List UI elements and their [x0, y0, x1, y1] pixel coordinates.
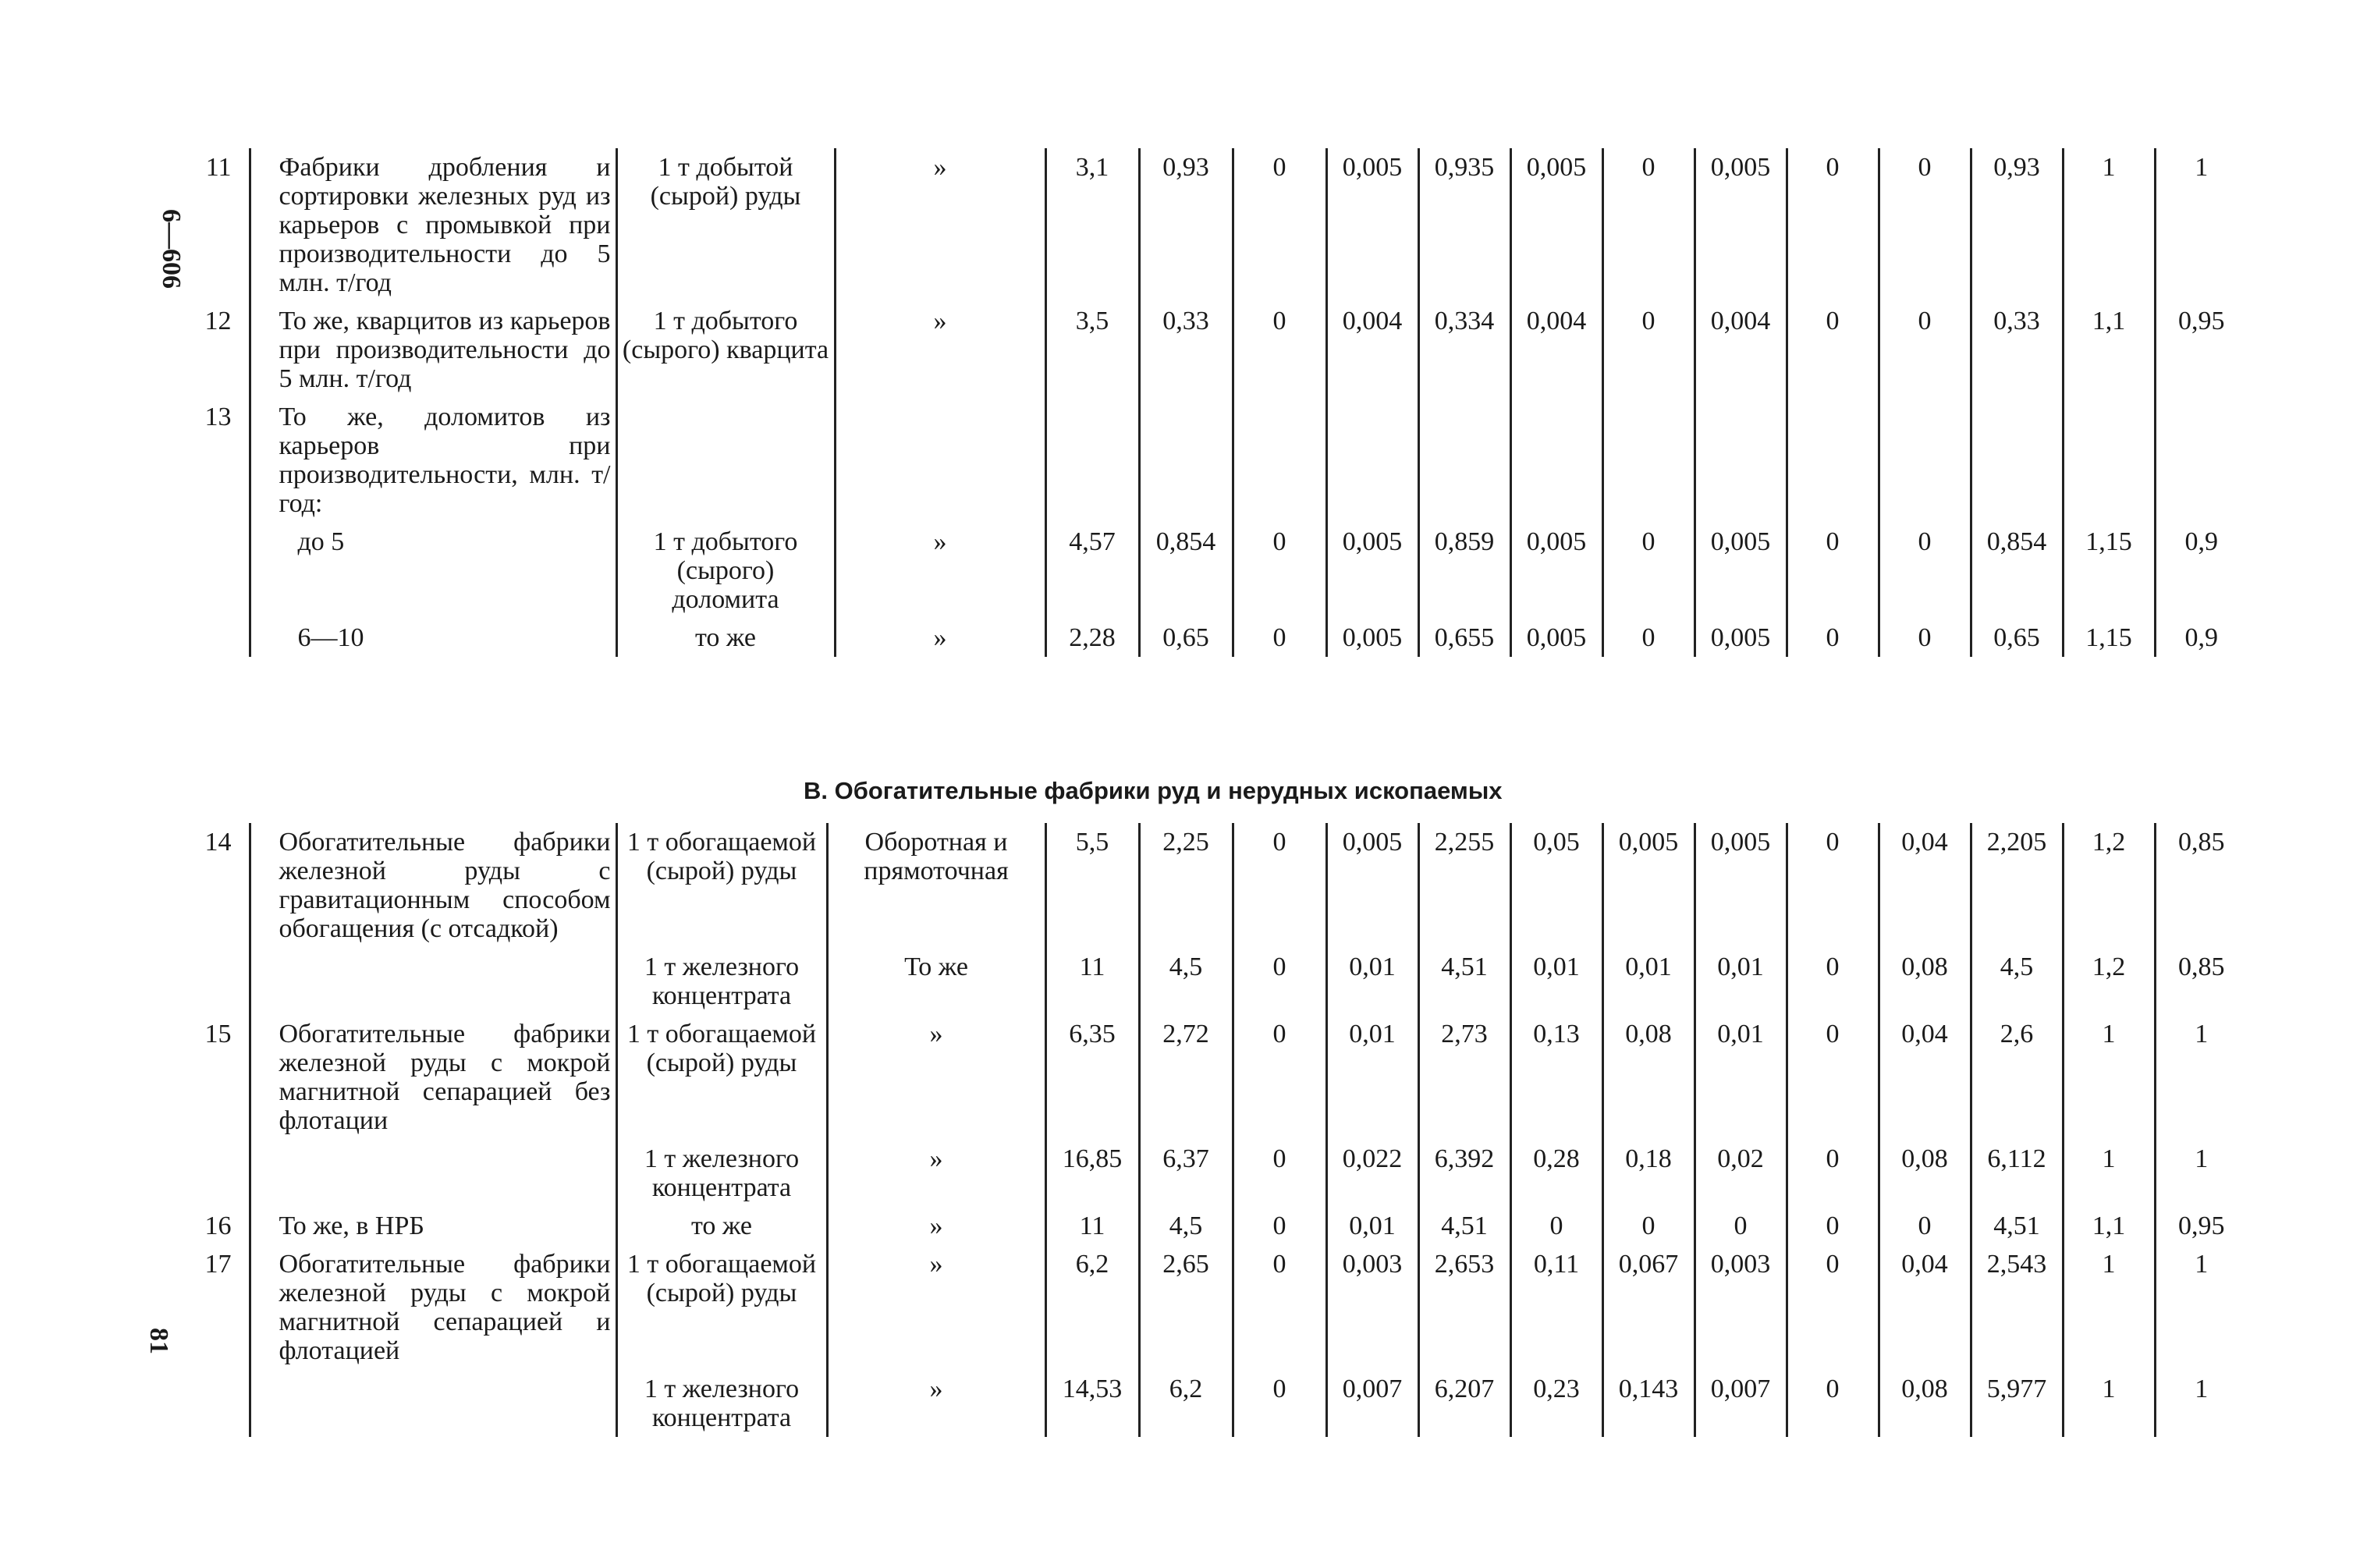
value-cell: 0,003 — [1326, 1245, 1418, 1370]
value-cell: 1 — [2063, 1370, 2155, 1437]
row-number: 14 — [204, 828, 232, 857]
value-cell — [1787, 398, 1879, 523]
value-cell — [1695, 398, 1787, 523]
value-cell: 0 — [1879, 302, 1971, 398]
value-cell: 6,207 — [1418, 1370, 1510, 1437]
value-cell: 5,5 — [1045, 823, 1139, 948]
row-description: То же, доломитов из карьеров при производительности, млн. т/год: — [250, 398, 616, 523]
value-cell: 6,392 — [1418, 1140, 1510, 1207]
row-number — [195, 1140, 250, 1207]
row-number — [195, 948, 250, 1015]
value-cell: 1,15 — [2063, 523, 2155, 619]
value-cell: 0 — [1879, 148, 1971, 302]
value-cell: 0,005 — [1510, 619, 1602, 657]
value-cell: 0,28 — [1510, 1140, 1602, 1207]
value-cell: 0,003 — [1695, 1245, 1787, 1370]
value-cell: 0 — [1233, 619, 1326, 657]
row-unit: то же — [616, 1207, 827, 1245]
value-cell: 0,01 — [1326, 1207, 1418, 1245]
value-cell: 4,5 — [1971, 948, 2063, 1015]
value-cell: 0,854 — [1139, 523, 1233, 619]
row-number: 13 — [204, 403, 232, 431]
value-cell — [1045, 398, 1139, 523]
table-row — [195, 523, 2247, 619]
row-number: 17 — [204, 1250, 232, 1279]
value-cell: 1 — [2155, 1370, 2247, 1437]
value-cell — [1418, 398, 1510, 523]
row-number: 16 — [204, 1211, 232, 1240]
value-cell: 0,01 — [1326, 1015, 1418, 1140]
value-cell: 2,25 — [1139, 823, 1233, 948]
value-cell: 0 — [1602, 1207, 1695, 1245]
value-cell: 0 — [1602, 148, 1695, 302]
value-cell: 16,85 — [1045, 1140, 1139, 1207]
value-cell: 6,37 — [1139, 1140, 1233, 1207]
row-water-supply: » — [827, 1140, 1045, 1207]
value-cell: 0 — [1787, 1140, 1879, 1207]
row-unit: 1 т добытой (сырой) руды — [616, 148, 835, 302]
value-cell: 1 — [2063, 148, 2155, 302]
value-cell: 1,2 — [2063, 948, 2155, 1015]
row-unit: 1 т железного концентрата — [616, 1370, 827, 1437]
value-cell: 1 — [2155, 1140, 2247, 1207]
row-water-supply: » — [835, 523, 1045, 619]
value-cell: 0,04 — [1879, 1015, 1971, 1140]
value-cell: 0 — [1787, 148, 1879, 302]
row-description: Фабрики дробления и сортировки железных руд из карьеров с промывкой при производительности до 5 млн. т/год — [250, 148, 616, 302]
table-b — [195, 823, 2247, 1437]
value-cell: 0,935 — [1418, 148, 1510, 302]
table-a-body — [195, 148, 2247, 657]
value-cell: 2,73 — [1418, 1015, 1510, 1140]
value-cell: 0 — [1233, 1140, 1326, 1207]
value-cell: 0 — [1233, 1207, 1326, 1245]
value-cell: 2,72 — [1139, 1015, 1233, 1140]
row-unit: то же — [616, 619, 835, 657]
value-cell: 0 — [1879, 523, 1971, 619]
value-cell: 0,005 — [1326, 148, 1418, 302]
value-cell: 0,08 — [1879, 1370, 1971, 1437]
value-cell: 0,005 — [1695, 823, 1787, 948]
value-cell: 0,08 — [1602, 1015, 1695, 1140]
value-cell: 0,334 — [1418, 302, 1510, 398]
value-cell: 0,005 — [1695, 523, 1787, 619]
table-a — [195, 148, 2247, 657]
value-cell: 0,005 — [1602, 823, 1695, 948]
value-cell: 0,95 — [2155, 302, 2247, 398]
value-cell: 2,6 — [1971, 1015, 2063, 1140]
value-cell: 0 — [1695, 1207, 1787, 1245]
value-cell: 0,005 — [1695, 619, 1787, 657]
value-cell: 0,01 — [1695, 948, 1787, 1015]
table-row — [195, 148, 2247, 302]
value-cell — [2063, 398, 2155, 523]
row-number — [195, 1370, 250, 1437]
row-water-supply: » — [827, 1245, 1045, 1370]
value-cell: 0,005 — [1695, 148, 1787, 302]
value-cell: 6,112 — [1971, 1140, 2063, 1207]
row-unit: 1 т добытого (сырого) кварцита — [616, 302, 835, 398]
value-cell: 2,28 — [1045, 619, 1139, 657]
row-water-supply: » — [827, 1370, 1045, 1437]
row-number — [195, 523, 250, 619]
value-cell: 0 — [1602, 523, 1695, 619]
value-cell: 0 — [1879, 1207, 1971, 1245]
table-row — [195, 948, 2247, 1015]
value-cell: 0,33 — [1139, 302, 1233, 398]
document-code: 6—606 — [157, 209, 186, 289]
value-cell: 0 — [1787, 823, 1879, 948]
page-number: 81 — [144, 1328, 173, 1354]
value-cell: 0,01 — [1326, 948, 1418, 1015]
row-water-supply: » — [827, 1207, 1045, 1245]
value-cell: 0,007 — [1695, 1370, 1787, 1437]
value-cell — [1602, 398, 1695, 523]
value-cell: 4,51 — [1418, 948, 1510, 1015]
row-number — [195, 619, 250, 657]
value-cell: 1,15 — [2063, 619, 2155, 657]
row-description: Обогатительные фабрики железной руды с гравитационным способом обогащения (с отсадкой) — [250, 823, 616, 948]
value-cell: 0,655 — [1418, 619, 1510, 657]
value-cell: 1 — [2155, 1245, 2247, 1370]
value-cell: 0,33 — [1971, 302, 2063, 398]
value-cell: 0,01 — [1695, 1015, 1787, 1140]
table-row — [195, 1015, 2247, 1140]
value-cell: 0,23 — [1510, 1370, 1602, 1437]
value-cell — [1510, 398, 1602, 523]
value-cell: 1,2 — [2063, 823, 2155, 948]
value-cell: 0 — [1233, 302, 1326, 398]
value-cell: 0 — [1233, 1370, 1326, 1437]
value-cell: 2,65 — [1139, 1245, 1233, 1370]
value-cell: 0 — [1787, 1245, 1879, 1370]
value-cell: 4,5 — [1139, 1207, 1233, 1245]
table-row — [195, 302, 2247, 398]
value-cell: 0,004 — [1326, 302, 1418, 398]
value-cell: 3,1 — [1045, 148, 1139, 302]
value-cell — [2155, 398, 2247, 523]
value-cell: 0 — [1233, 1015, 1326, 1140]
row-description: 6—10 — [250, 619, 616, 657]
value-cell: 2,205 — [1971, 823, 2063, 948]
value-cell: 0,005 — [1510, 148, 1602, 302]
row-water-supply: » — [835, 148, 1045, 302]
value-cell: 0 — [1787, 1207, 1879, 1245]
value-cell: 0,08 — [1879, 948, 1971, 1015]
value-cell — [1233, 398, 1326, 523]
value-cell: 1 — [2155, 148, 2247, 302]
value-cell — [1326, 398, 1418, 523]
value-cell: 0,93 — [1971, 148, 2063, 302]
value-cell: 0,854 — [1971, 523, 2063, 619]
value-cell: 0,005 — [1510, 523, 1602, 619]
row-description: до 5 — [250, 523, 616, 619]
value-cell: 4,51 — [1971, 1207, 2063, 1245]
row-description: То же, в НРБ — [250, 1207, 616, 1245]
value-cell: 4,57 — [1045, 523, 1139, 619]
row-water-supply: » — [835, 302, 1045, 398]
value-cell: 4,51 — [1418, 1207, 1510, 1245]
table-row — [195, 1207, 2247, 1245]
row-number: 15 — [204, 1020, 232, 1048]
section-heading-text: В. Обогатительные фабрики руд и нерудных ископаемых — [804, 777, 1503, 804]
value-cell: 6,2 — [1045, 1245, 1139, 1370]
row-water-supply — [835, 398, 1045, 523]
row-unit: 1 т добытого (сырого) доломита — [616, 523, 835, 619]
table-row — [195, 823, 2247, 948]
row-description — [250, 1140, 616, 1207]
table-row — [195, 398, 2247, 523]
value-cell: 0,01 — [1602, 948, 1695, 1015]
section-heading — [0, 777, 2367, 805]
value-cell: 0,04 — [1879, 823, 1971, 948]
table-b-body — [195, 823, 2247, 1437]
value-cell: 0 — [1602, 619, 1695, 657]
value-cell: 0 — [1233, 148, 1326, 302]
value-cell: 0 — [1879, 619, 1971, 657]
row-number: 11 — [205, 153, 232, 182]
row-unit: 1 т обогащаемой (сырой) руды — [616, 1245, 827, 1370]
value-cell: 0,005 — [1326, 523, 1418, 619]
value-cell: 6,35 — [1045, 1015, 1139, 1140]
table-row — [195, 1245, 2247, 1370]
value-cell: 6,2 — [1139, 1370, 1233, 1437]
value-cell: 0,004 — [1695, 302, 1787, 398]
value-cell: 1 — [2155, 1015, 2247, 1140]
value-cell: 0 — [1787, 619, 1879, 657]
value-cell: 0 — [1233, 948, 1326, 1015]
value-cell: 0 — [1233, 523, 1326, 619]
value-cell: 0,93 — [1139, 148, 1233, 302]
value-cell: 0 — [1787, 1015, 1879, 1140]
row-unit: 1 т железного концентрата — [616, 948, 827, 1015]
value-cell: 0 — [1787, 948, 1879, 1015]
value-cell: 0,067 — [1602, 1245, 1695, 1370]
value-cell: 0 — [1602, 302, 1695, 398]
value-cell: 2,543 — [1971, 1245, 2063, 1370]
row-water-supply: То же — [827, 948, 1045, 1015]
row-unit: 1 т обогащаемой (сырой) руды — [616, 1015, 827, 1140]
value-cell: 0,143 — [1602, 1370, 1695, 1437]
row-unit: 1 т обогащаемой (сырой) руды — [616, 823, 827, 948]
value-cell: 0,01 — [1510, 948, 1602, 1015]
value-cell: 0,65 — [1139, 619, 1233, 657]
row-water-supply: » — [827, 1015, 1045, 1140]
value-cell: 0,022 — [1326, 1140, 1418, 1207]
value-cell: 0,13 — [1510, 1015, 1602, 1140]
value-cell — [1139, 398, 1233, 523]
value-cell: 0 — [1233, 1245, 1326, 1370]
value-cell: 1 — [2063, 1015, 2155, 1140]
row-water-supply: » — [835, 619, 1045, 657]
row-unit: 1 т железного концентрата — [616, 1140, 827, 1207]
row-description: Обогатительные фабрики железной руды с мокрой магнитной сепарацией и флотацией — [250, 1245, 616, 1370]
value-cell: 0 — [1787, 1370, 1879, 1437]
value-cell: 11 — [1045, 948, 1139, 1015]
value-cell: 0 — [1787, 302, 1879, 398]
value-cell: 2,653 — [1418, 1245, 1510, 1370]
value-cell: 0,04 — [1879, 1245, 1971, 1370]
row-description: То же, кварцитов из карьеров при производительности до 5 млн. т/год — [250, 302, 616, 398]
value-cell: 3,5 — [1045, 302, 1139, 398]
row-water-supply: Оборотная и прямоточная — [827, 823, 1045, 948]
value-cell: 0,95 — [2155, 1207, 2247, 1245]
value-cell: 0,85 — [2155, 948, 2247, 1015]
value-cell: 0,85 — [2155, 823, 2247, 948]
value-cell: 0,9 — [2155, 523, 2247, 619]
value-cell: 4,5 — [1139, 948, 1233, 1015]
table-row — [195, 1140, 2247, 1207]
value-cell: 11 — [1045, 1207, 1139, 1245]
value-cell: 0,004 — [1510, 302, 1602, 398]
value-cell: 0 — [1510, 1207, 1602, 1245]
value-cell: 0 — [1787, 523, 1879, 619]
value-cell: 1,1 — [2063, 302, 2155, 398]
value-cell — [1971, 398, 2063, 523]
value-cell: 1 — [2063, 1140, 2155, 1207]
value-cell: 1 — [2063, 1245, 2155, 1370]
table-row — [195, 1370, 2247, 1437]
value-cell: 0,08 — [1879, 1140, 1971, 1207]
value-cell: 14,53 — [1045, 1370, 1139, 1437]
value-cell: 0,65 — [1971, 619, 2063, 657]
value-cell: 0,18 — [1602, 1140, 1695, 1207]
value-cell — [1879, 398, 1971, 523]
row-description — [250, 948, 616, 1015]
value-cell: 0,11 — [1510, 1245, 1602, 1370]
value-cell: 0,9 — [2155, 619, 2247, 657]
value-cell: 0,02 — [1695, 1140, 1787, 1207]
value-cell: 5,977 — [1971, 1370, 2063, 1437]
value-cell: 0,05 — [1510, 823, 1602, 948]
row-description: Обогатительные фабрики железной руды с мокрой магнитной сепарацией без флотации — [250, 1015, 616, 1140]
value-cell: 0,005 — [1326, 823, 1418, 948]
value-cell: 0,007 — [1326, 1370, 1418, 1437]
value-cell: 0 — [1233, 823, 1326, 948]
row-number: 12 — [204, 307, 232, 335]
row-description — [250, 1370, 616, 1437]
row-unit — [616, 398, 835, 523]
value-cell: 1,1 — [2063, 1207, 2155, 1245]
value-cell: 2,255 — [1418, 823, 1510, 948]
value-cell: 0,859 — [1418, 523, 1510, 619]
value-cell: 0,005 — [1326, 619, 1418, 657]
table-row — [195, 619, 2247, 657]
